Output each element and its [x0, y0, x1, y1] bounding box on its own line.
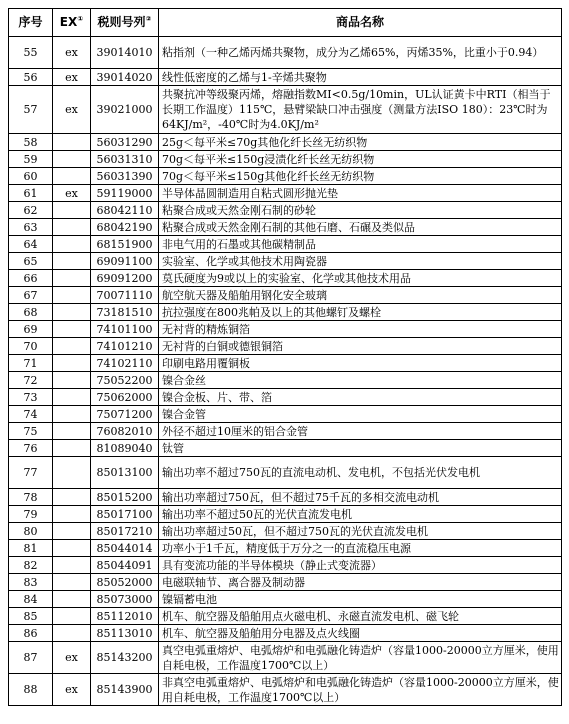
table-row	[9, 423, 562, 440]
table-row	[9, 321, 562, 338]
product-name: 粘聚合成或天然金刚石制的其他石磨、石碾及类似品	[159, 219, 562, 236]
row-number: 77	[9, 457, 53, 489]
product-name: 半导体晶圆制造用自粘式圆形抛光垫	[159, 185, 562, 202]
product-name: 镍合金丝	[159, 372, 562, 389]
table-row	[9, 37, 562, 69]
footnote-2-marker: ②	[145, 15, 152, 23]
table-row	[9, 557, 562, 574]
table-row	[9, 389, 562, 406]
row-number: 84	[9, 591, 53, 608]
tariff-code: 70071110	[91, 287, 159, 304]
product-name: 输出功率不超过50瓦的光伏直流发电机	[159, 506, 562, 523]
table-row	[9, 304, 562, 321]
product-name: 电磁联轴节、离合器及制动器	[159, 574, 562, 591]
ex-marker	[53, 304, 91, 321]
product-name: 真空电弧重熔炉、电弧熔炉和电弧融化铸造炉（容量1000-20000立方厘米，使用自耗电极，工作温度1700℃以上）	[159, 642, 562, 674]
ex-marker: ex	[53, 185, 91, 202]
table-row	[9, 574, 562, 591]
header-name: 商品名称	[159, 9, 562, 37]
ex-marker	[53, 423, 91, 440]
header-code: 税则号列②	[91, 9, 159, 37]
row-number: 60	[9, 168, 53, 185]
ex-marker	[53, 625, 91, 642]
table-row	[9, 219, 562, 236]
row-number: 76	[9, 440, 53, 457]
row-number: 78	[9, 489, 53, 506]
product-name: 25g＜每平米≤70g其他化纤长丝无纺织物	[159, 134, 562, 151]
product-name: 功率小于1千瓦，精度低于万分之一的直流稳压电源	[159, 540, 562, 557]
product-name: 70g＜每平米≤150g其他化纤长丝无纺织物	[159, 168, 562, 185]
row-number: 64	[9, 236, 53, 253]
row-number: 61	[9, 185, 53, 202]
table-row	[9, 134, 562, 151]
product-name: 共聚抗冲等级聚丙烯，熔融指数MI<0.5g/10min，UL认证黄卡中RTI（相当于长期工作温度）115℃，悬臂梁缺口冲击强度（测量方法ISO 180）：23℃时为64KJ/m²，-40℃时为4.0KJ/m²	[159, 86, 562, 134]
table-row	[9, 236, 562, 253]
table-row	[9, 355, 562, 372]
ex-marker	[53, 287, 91, 304]
tariff-code: 85143200	[91, 642, 159, 674]
product-name: 镍合金管	[159, 406, 562, 423]
ex-marker	[53, 202, 91, 219]
ex-marker	[53, 134, 91, 151]
header-row	[9, 9, 562, 37]
tariff-code: 76082010	[91, 423, 159, 440]
row-number: 68	[9, 304, 53, 321]
ex-marker	[53, 540, 91, 557]
tariff-code: 69091200	[91, 270, 159, 287]
row-number: 80	[9, 523, 53, 540]
row-number: 66	[9, 270, 53, 287]
table-row	[9, 440, 562, 457]
product-name: 非真空电弧重熔炉、电弧熔炉和电弧融化铸造炉（容量1000-20000立方厘米，使用自耗电极，工作温度1700℃以上）	[159, 674, 562, 706]
table-row	[9, 202, 562, 219]
product-name: 航空航天器及船舶用钢化安全玻璃	[159, 287, 562, 304]
header-no: 序号	[9, 9, 53, 37]
row-number: 71	[9, 355, 53, 372]
tariff-code: 85017210	[91, 523, 159, 540]
product-name: 外径不超过10厘米的铝合金管	[159, 423, 562, 440]
tariff-code: 85073000	[91, 591, 159, 608]
row-number: 63	[9, 219, 53, 236]
header-ex: EX①	[53, 9, 91, 37]
ex-marker	[53, 591, 91, 608]
ex-marker	[53, 557, 91, 574]
tariff-code: 85112010	[91, 608, 159, 625]
product-name: 机车、航空器及船舶用点火磁电机、永磁直流发电机、磁飞轮	[159, 608, 562, 625]
row-number: 83	[9, 574, 53, 591]
table-row	[9, 270, 562, 287]
table-row	[9, 540, 562, 557]
ex-marker	[53, 574, 91, 591]
product-name: 无衬背的精炼铜箔	[159, 321, 562, 338]
table-row	[9, 608, 562, 625]
ex-marker	[53, 253, 91, 270]
table-row	[9, 406, 562, 423]
tariff-code: 85044014	[91, 540, 159, 557]
product-name: 莫氏硬度为9或以上的实验室、化学或其他技术用品	[159, 270, 562, 287]
product-name: 抗拉强度在800兆帕及以上的其他螺钉及螺栓	[159, 304, 562, 321]
product-name: 输出功率超过750瓦，但不超过75千瓦的多相交流电动机	[159, 489, 562, 506]
product-name: 粘指剂（一种乙烯丙烯共聚物，成分为乙烯65%，丙烯35%，比重小于0.94）	[159, 37, 562, 69]
tariff-code: 56031290	[91, 134, 159, 151]
row-number: 81	[9, 540, 53, 557]
table-row	[9, 86, 562, 134]
tariff-code: 69091100	[91, 253, 159, 270]
ex-marker	[53, 219, 91, 236]
ex-marker	[53, 355, 91, 372]
tariff-code: 68151900	[91, 236, 159, 253]
ex-marker	[53, 457, 91, 489]
table-row	[9, 642, 562, 674]
footnote-1-marker: ①	[77, 15, 84, 23]
ex-marker: ex	[53, 37, 91, 69]
tariff-code: 68042190	[91, 219, 159, 236]
table-row	[9, 151, 562, 168]
ex-marker: ex	[53, 642, 91, 674]
tariff-code: 81089040	[91, 440, 159, 457]
table-row	[9, 489, 562, 506]
ex-marker	[53, 270, 91, 287]
tariff-code: 73181510	[91, 304, 159, 321]
row-number: 72	[9, 372, 53, 389]
tariff-code: 39021000	[91, 86, 159, 134]
row-number: 79	[9, 506, 53, 523]
tariff-code: 85052000	[91, 574, 159, 591]
tariff-code: 85113010	[91, 625, 159, 642]
ex-marker: ex	[53, 674, 91, 706]
row-number: 62	[9, 202, 53, 219]
tariff-code: 75071200	[91, 406, 159, 423]
ex-marker	[53, 489, 91, 506]
row-number: 59	[9, 151, 53, 168]
ex-marker	[53, 523, 91, 540]
ex-marker	[53, 151, 91, 168]
tariff-code: 85017100	[91, 506, 159, 523]
table-row	[9, 625, 562, 642]
tariff-code: 85015200	[91, 489, 159, 506]
row-number: 75	[9, 423, 53, 440]
ex-marker	[53, 338, 91, 355]
row-number: 73	[9, 389, 53, 406]
ex-marker	[53, 372, 91, 389]
product-name: 粘聚合成或天然金刚石制的砂轮	[159, 202, 562, 219]
tariff-code: 39014020	[91, 69, 159, 86]
ex-marker	[53, 236, 91, 253]
product-name: 无衬背的白铜或德银铜箔	[159, 338, 562, 355]
row-number: 86	[9, 625, 53, 642]
table-row	[9, 457, 562, 489]
row-number: 87	[9, 642, 53, 674]
product-name: 输出功率超过50瓦，但不超过750瓦的光伏直流发电机	[159, 523, 562, 540]
table-row	[9, 506, 562, 523]
tariff-code: 68042110	[91, 202, 159, 219]
ex-marker	[53, 406, 91, 423]
row-number: 82	[9, 557, 53, 574]
tariff-code: 56031390	[91, 168, 159, 185]
tariff-code: 75052200	[91, 372, 159, 389]
row-number: 55	[9, 37, 53, 69]
table-row	[9, 674, 562, 706]
product-name: 具有变流功能的半导体模块（静止式变流器）	[159, 557, 562, 574]
row-number: 70	[9, 338, 53, 355]
tariff-code: 59119000	[91, 185, 159, 202]
tariff-code: 85143900	[91, 674, 159, 706]
table-row	[9, 69, 562, 86]
table-row	[9, 287, 562, 304]
table-row	[9, 338, 562, 355]
table-row	[9, 591, 562, 608]
product-name: 输出功率不超过750瓦的直流电动机、发电机，不包括光伏发电机	[159, 457, 562, 489]
row-number: 85	[9, 608, 53, 625]
tariff-code: 74102110	[91, 355, 159, 372]
row-number: 57	[9, 86, 53, 134]
tariff-code: 56031310	[91, 151, 159, 168]
table-row	[9, 185, 562, 202]
ex-marker	[53, 321, 91, 338]
row-number: 67	[9, 287, 53, 304]
product-name: 镍合金板、片、带、箔	[159, 389, 562, 406]
tariff-code: 39014010	[91, 37, 159, 69]
table-row	[9, 372, 562, 389]
product-name: 70g＜每平米≤150g浸渍化纤长丝无纺织物	[159, 151, 562, 168]
tariff-table	[8, 8, 562, 706]
row-number: 56	[9, 69, 53, 86]
tariff-code: 75062000	[91, 389, 159, 406]
row-number: 74	[9, 406, 53, 423]
row-number: 65	[9, 253, 53, 270]
tariff-code: 74101100	[91, 321, 159, 338]
ex-marker: ex	[53, 69, 91, 86]
table-row	[9, 523, 562, 540]
row-number: 58	[9, 134, 53, 151]
ex-marker	[53, 440, 91, 457]
tariff-code: 85013100	[91, 457, 159, 489]
ex-marker	[53, 389, 91, 406]
table-row	[9, 168, 562, 185]
tariff-code: 74101210	[91, 338, 159, 355]
product-name: 印刷电路用覆铜板	[159, 355, 562, 372]
table-row	[9, 253, 562, 270]
product-name: 线性低密度的乙烯与1-辛烯共聚物	[159, 69, 562, 86]
ex-marker	[53, 168, 91, 185]
product-name: 非电气用的石墨或其他碳精制品	[159, 236, 562, 253]
table-body	[9, 37, 562, 706]
product-name: 钛管	[159, 440, 562, 457]
ex-marker: ex	[53, 86, 91, 134]
product-name: 机车、航空器及船舶用分电器及点火线圈	[159, 625, 562, 642]
row-number: 88	[9, 674, 53, 706]
tariff-code: 85044091	[91, 557, 159, 574]
ex-marker	[53, 506, 91, 523]
row-number: 69	[9, 321, 53, 338]
product-name: 镍镉蓄电池	[159, 591, 562, 608]
ex-marker	[53, 608, 91, 625]
product-name: 实验室、化学或其他技术用陶瓷器	[159, 253, 562, 270]
